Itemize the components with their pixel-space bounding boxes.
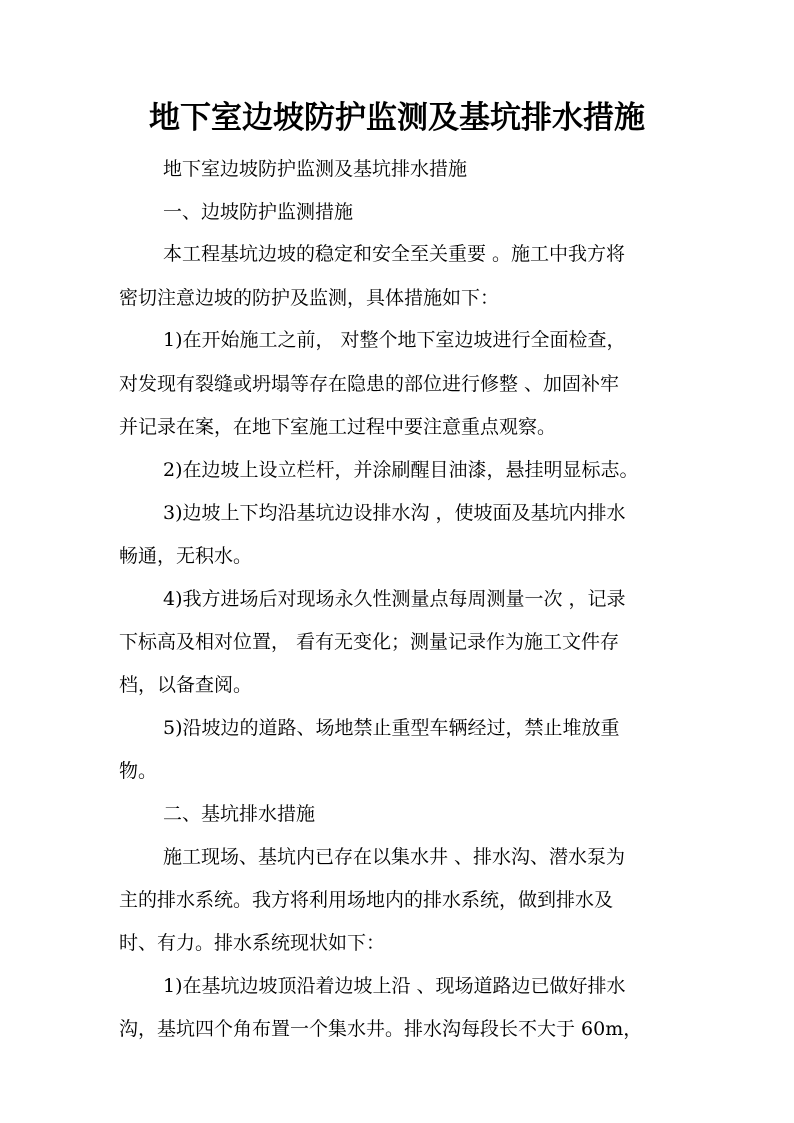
paragraph-line: 主的排水系统。我方将利用场地内的排水系统，做到排水及 [119, 889, 614, 911]
paragraph-line: 5)沿坡边的道路、场地禁止重型车辆经过，禁止堆放重 [163, 717, 620, 739]
paragraph-line: 档，以备查阅。 [119, 674, 253, 696]
subtitle-line: 地下室边坡防护监测及基坑排水措施 [163, 158, 468, 180]
section-heading-1: 一、边坡防护监测措施 [163, 201, 354, 223]
paragraph-line: 对发现有裂缝或坍塌等存在隐患的部位进行修整 、加固补牢 [119, 373, 620, 395]
section-heading-2: 二、基坑排水措施 [163, 803, 316, 825]
paragraph-line: 3)边坡上下均沿基坑边设排水沟 ，使坡面及基坑内排水 [163, 502, 626, 524]
paragraph-line: 1)在开始施工之前， 对整个地下室边坡进行全面检查， [163, 329, 626, 351]
document-title: 地下室边坡防护监测及基坑排水措施 [149, 100, 645, 136]
paragraph-line: 时、有力。排水系统现状如下： [119, 932, 386, 954]
paragraph-line: 2)在边坡上设立栏杆，并涂刷醒目油漆，悬挂明显标志。 [163, 459, 639, 481]
paragraph-line: 本工程基坑边坡的稳定和安全至关重要 。施工中我方将 [163, 243, 626, 265]
paragraph-line: 施工现场、基坑内已存在以集水井 、排水沟、潜水泵为 [163, 846, 626, 868]
paragraph-line: 4)我方进场后对现场永久性测量点每周测量一次 ，记录 [163, 588, 626, 610]
paragraph-line: 下标高及相对位置， 看有无变化；测量记录作为施工文件存 [119, 631, 620, 653]
paragraph-line: 沟，基坑四个角布置一个集水井。排水沟每段长不大于 60m， [119, 1018, 643, 1040]
paragraph-line: 畅通，无积水。 [119, 545, 253, 567]
paragraph-line: 1)在基坑边坡顶沿着边坡上沿 、现场道路边已做好排水 [163, 975, 626, 997]
paragraph-line: 密切注意边坡的防护及监测，具体措施如下： [119, 287, 500, 309]
paragraph-line: 并记录在案，在地下室施工过程中要注意重点观察。 [119, 416, 557, 438]
paragraph-line: 物。 [119, 760, 158, 782]
